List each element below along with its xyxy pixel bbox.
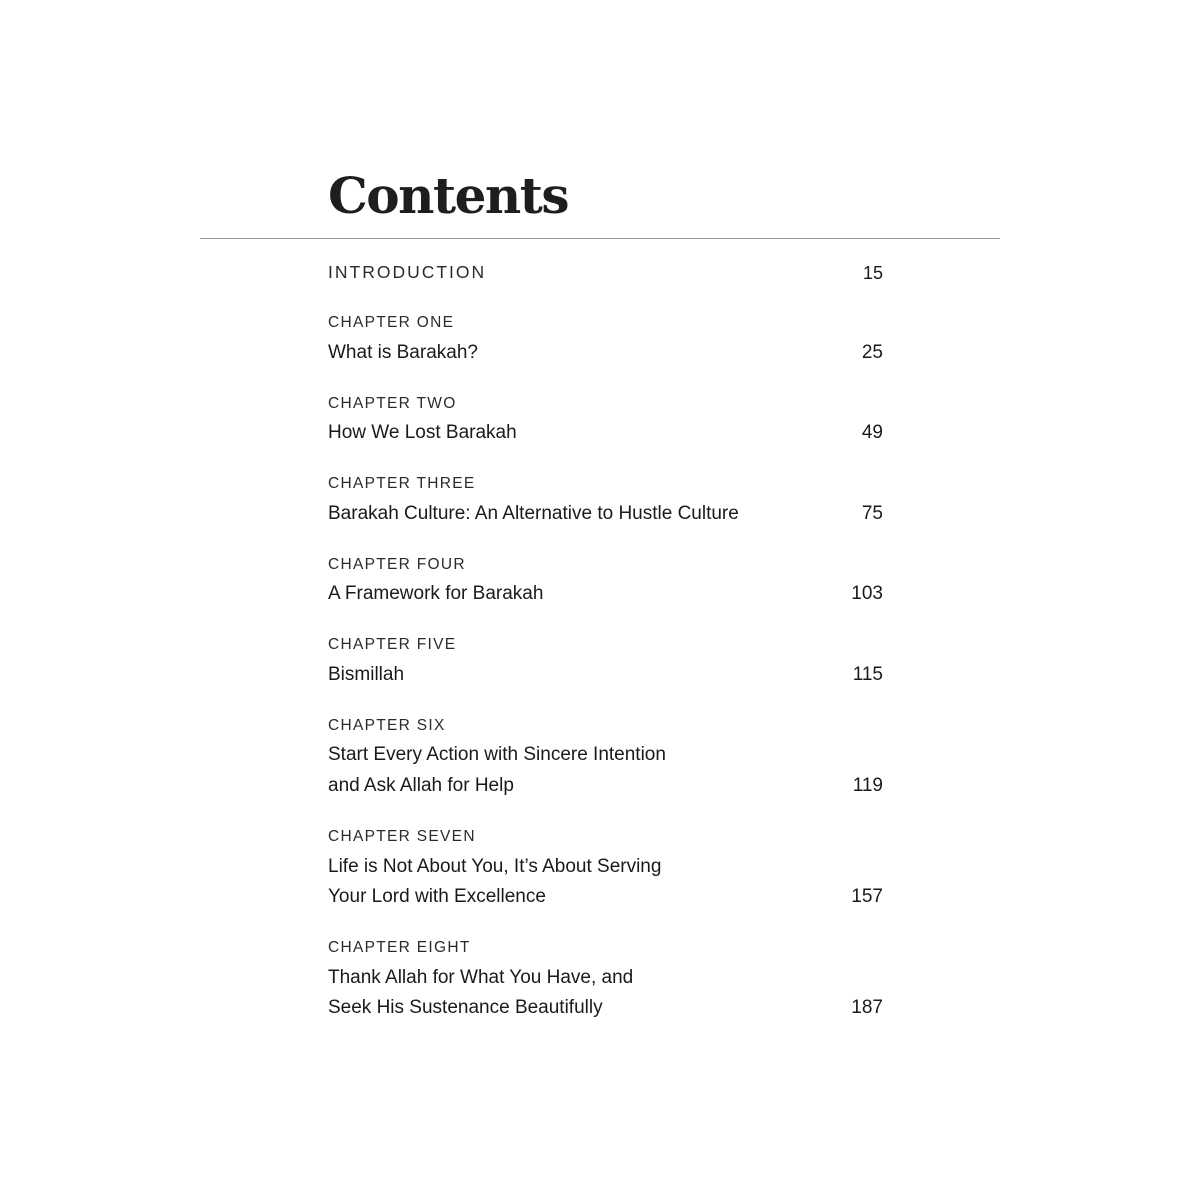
toc-entry-chapter-three[interactable] — [328, 475, 883, 524]
chapter-label: CHAPTER FOUR — [328, 556, 466, 573]
toc-entry-chapter-seven[interactable] — [328, 828, 883, 907]
chapter-label: CHAPTER EIGHT — [328, 939, 471, 956]
chapter-page-number: 119 — [852, 775, 883, 796]
toc-entry-chapter-four[interactable] — [328, 556, 883, 604]
chapter-title-line-2: Your Lord with Excellence — [328, 886, 546, 907]
chapter-page-number: 49 — [861, 422, 883, 443]
page-title: Contents — [328, 166, 569, 225]
chapter-page-number: 103 — [851, 583, 883, 604]
chapter-label: CHAPTER SIX — [328, 717, 446, 734]
toc-entry-chapter-eight[interactable] — [328, 939, 883, 1018]
chapter-title-line-1: Start Every Action with Sincere Intention — [328, 744, 666, 765]
toc-entry-chapter-six[interactable] — [328, 717, 883, 796]
chapter-label: CHAPTER SEVEN — [328, 828, 476, 845]
chapter-title: Barakah Culture: An Alternative to Hustle Culture — [328, 503, 739, 524]
chapter-page-number: 75 — [861, 503, 883, 524]
chapter-label: CHAPTER FIVE — [328, 636, 457, 653]
chapter-label: CHAPTER ONE — [328, 314, 455, 331]
chapter-title-line-2: Seek His Sustenance Beautifully — [328, 997, 603, 1018]
chapter-label: CHAPTER THREE — [328, 475, 476, 492]
toc-entry-chapter-five[interactable] — [328, 636, 883, 685]
chapter-page-number: 115 — [852, 664, 883, 685]
chapter-title-line-1: Thank Allah for What You Have, and — [328, 967, 634, 988]
chapter-page-number: 187 — [851, 997, 883, 1018]
toc-entry-chapter-one[interactable] — [328, 314, 883, 363]
chapter-title: How We Lost Barakah — [328, 422, 517, 443]
chapter-title: Bismillah — [328, 664, 405, 685]
introduction-page-number: 15 — [862, 263, 883, 283]
chapter-page-number: 25 — [861, 342, 883, 363]
toc-entry-chapter-two[interactable] — [328, 395, 883, 443]
chapter-title-line-1: Life is Not About You, It’s About Serving — [328, 856, 662, 877]
table-of-contents — [328, 0, 883, 1200]
toc-entry-introduction[interactable] — [328, 262, 883, 282]
introduction-label: INTRODUCTION — [328, 262, 487, 282]
chapter-title: What is Barakah? — [328, 342, 478, 363]
chapter-title-line-2: and Ask Allah for Help — [328, 775, 514, 796]
chapter-label: CHAPTER TWO — [328, 395, 457, 412]
chapter-title: A Framework for Barakah — [328, 583, 544, 604]
chapter-page-number: 157 — [851, 886, 883, 907]
